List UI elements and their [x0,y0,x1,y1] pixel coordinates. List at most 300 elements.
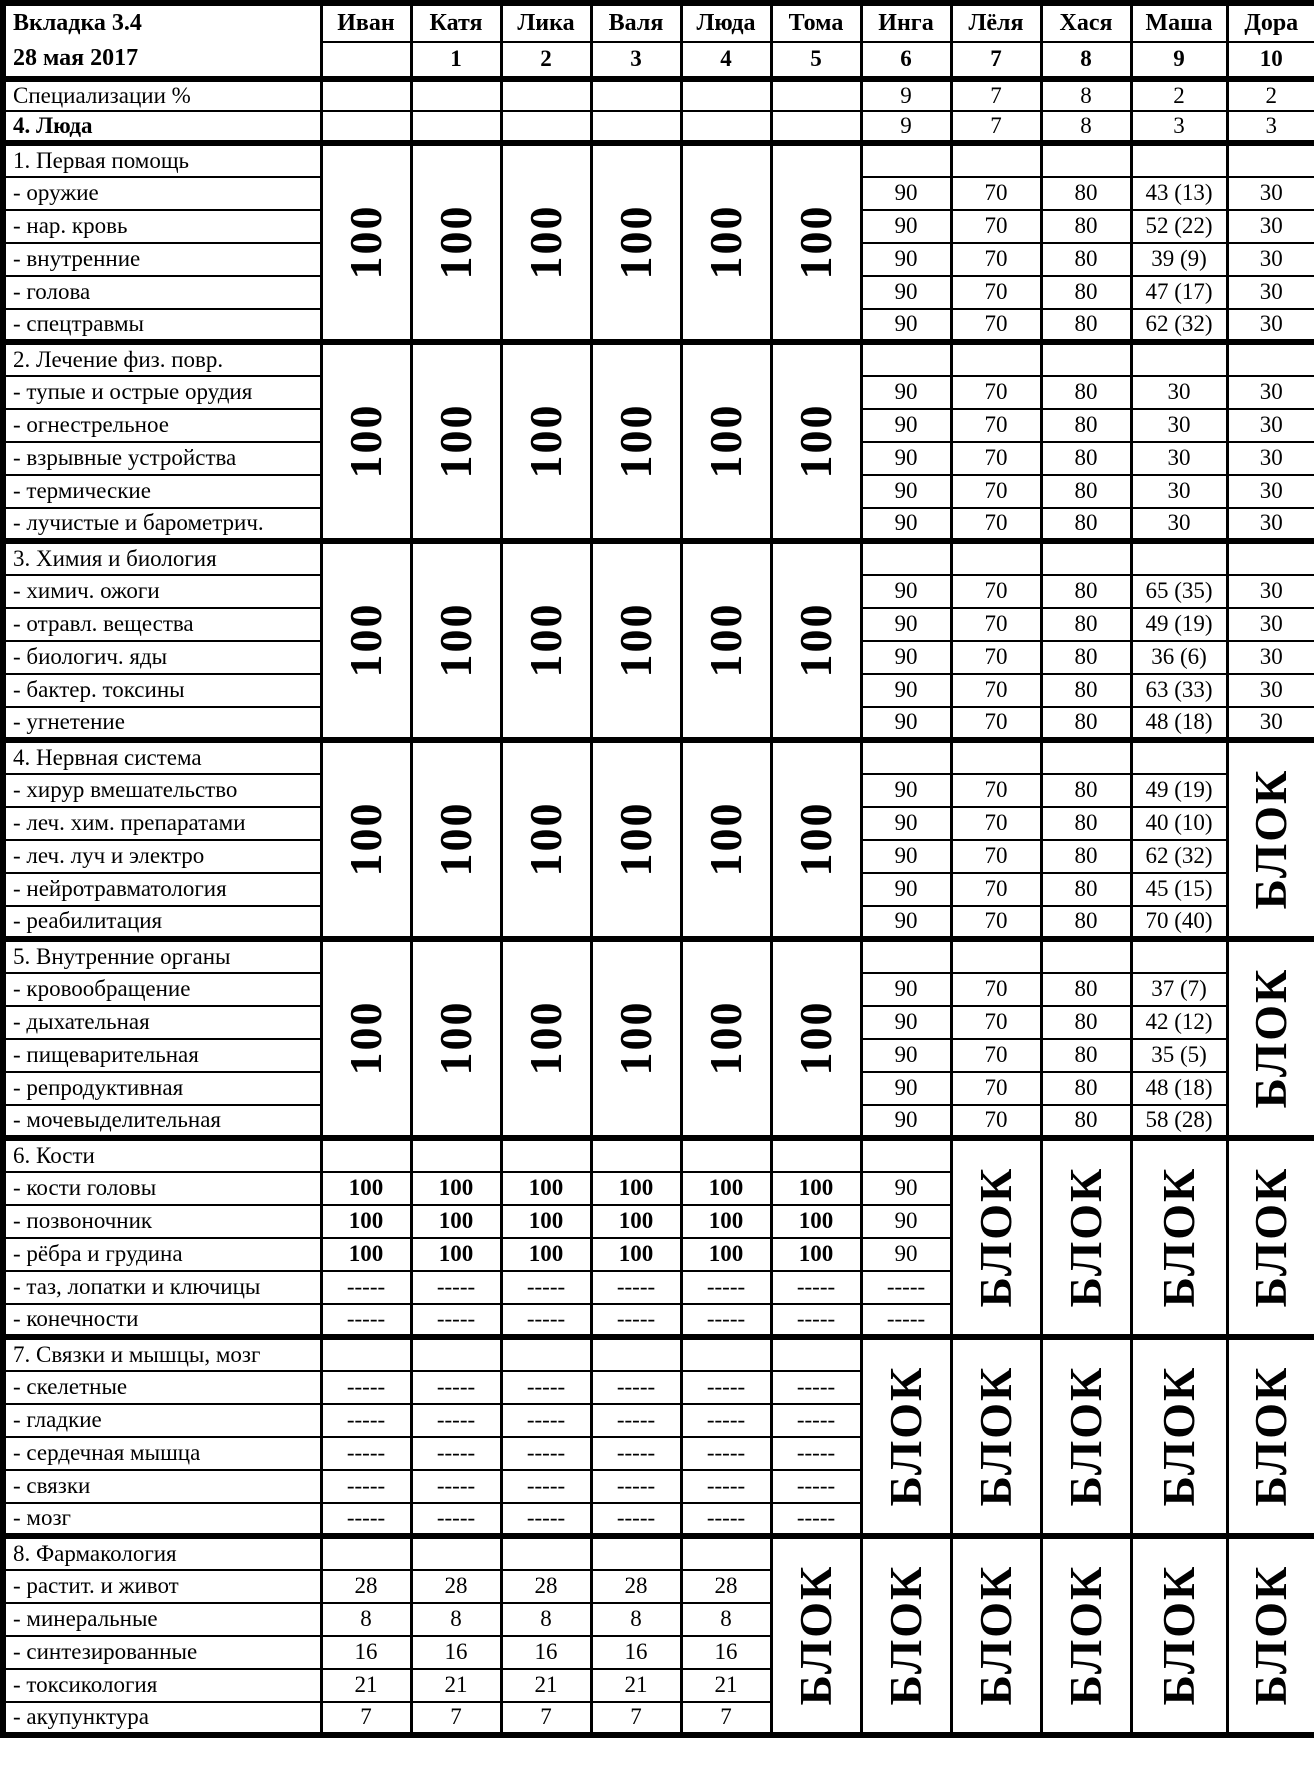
value-cell: ----- [771,1470,861,1503]
blocked-cell [1227,1138,1314,1337]
value-cell: 30 [1131,376,1227,409]
full-skill-cell [411,939,501,1138]
empty-cell [681,1337,771,1371]
column-header-7: Инга [861,3,951,42]
row-label: - растит. и живот [3,1570,321,1603]
blocked-cell [861,1536,951,1735]
value-cell: 100 [591,1205,681,1238]
top-row-2 [3,111,1314,143]
value-cell: 8 [591,1603,681,1636]
blocked-cell [1041,1337,1131,1536]
value-cell: 30 [1227,177,1314,210]
column-number-10: 9 [1131,42,1227,78]
value-cell: 30 [1227,508,1314,541]
full-100-vertical-text: 100 [790,602,841,678]
empty-cell [1041,143,1131,177]
row-label: - кости головы [3,1172,321,1205]
value-cell: ----- [591,1404,681,1437]
empty-cell [861,143,951,177]
value-cell: 100 [771,1205,861,1238]
full-100-vertical-text: 100 [520,403,571,479]
value-cell: 8 [501,1603,591,1636]
value-cell: ----- [501,1404,591,1437]
value-cell: 70 [951,177,1041,210]
value-cell: 2 [1227,79,1314,111]
value-cell: 90 [861,1072,951,1105]
value-cell: 80 [1041,376,1131,409]
value-cell: ----- [681,1404,771,1437]
value-cell: ----- [321,1404,411,1437]
value-cell: 80 [1041,641,1131,674]
column-number-1 [321,42,411,78]
value-cell: 100 [321,1238,411,1271]
full-skill-cell [771,939,861,1138]
value-cell: 8 [321,1603,411,1636]
value-cell: 70 [951,575,1041,608]
row-label: - токсикология [3,1669,321,1702]
value-cell: ----- [321,1470,411,1503]
empty-cell [501,79,591,111]
value-cell: 30 [1227,575,1314,608]
empty-cell [411,1337,501,1371]
value-cell: 70 [951,1105,1041,1138]
empty-cell [321,111,411,143]
value-cell: 100 [501,1238,591,1271]
full-100-vertical-text: 100 [520,602,571,678]
empty-cell [411,1536,501,1570]
value-cell: ----- [771,1371,861,1404]
empty-cell [591,1536,681,1570]
empty-cell [411,1138,501,1172]
blocked-cell [951,1337,1041,1536]
blocked-cell [1041,1536,1131,1735]
value-cell: 49 (19) [1131,608,1227,641]
value-cell: 58 (28) [1131,1105,1227,1138]
value-cell: 28 [411,1570,501,1603]
header-row [3,3,1314,42]
value-cell: 90 [861,276,951,309]
value-cell: 80 [1041,442,1131,475]
value-cell: 30 [1227,608,1314,641]
column-header-2: Катя [411,3,501,42]
value-cell: ----- [411,1304,501,1337]
section-header-row [3,740,1314,774]
full-100-vertical-text: 100 [520,801,571,877]
row-label: - леч. луч и электро [3,840,321,873]
full-skill-cell [771,541,861,740]
block-marker-vertical-text: БЛОК [1245,1365,1297,1507]
full-skill-cell [681,939,771,1138]
row-label: - гладкие [3,1404,321,1437]
value-cell: 70 [951,1006,1041,1039]
full-100-vertical-text: 100 [790,403,841,479]
value-cell: 30 [1227,210,1314,243]
empty-cell [1131,342,1227,376]
full-100-vertical-text: 100 [700,602,751,678]
value-cell: 21 [501,1669,591,1702]
title-cell [3,3,321,79]
value-cell: 70 [951,210,1041,243]
row-label: - репродуктивная [3,1072,321,1105]
section-header-row [3,1536,1314,1570]
value-cell: 80 [1041,807,1131,840]
value-cell: 70 [951,309,1041,342]
row-label: - взрывные устройства [3,442,321,475]
blocked-cell [1227,1536,1314,1735]
full-skill-cell [771,740,861,939]
value-cell: 30 [1227,674,1314,707]
value-cell: 90 [861,376,951,409]
row-label: - голова [3,276,321,309]
value-cell: 100 [681,1205,771,1238]
value-cell: ----- [501,1371,591,1404]
value-cell: ----- [321,1271,411,1304]
value-cell: 65 (35) [1131,575,1227,608]
value-cell: 90 [861,177,951,210]
value-cell: 80 [1041,177,1131,210]
value-cell: 7 [951,79,1041,111]
full-skill-cell [591,342,681,541]
value-cell: 70 [951,442,1041,475]
value-cell: 70 [951,641,1041,674]
value-cell: 100 [681,1238,771,1271]
value-cell: 90 [861,774,951,807]
empty-cell [1041,541,1131,575]
empty-cell [951,541,1041,575]
full-skill-cell [771,342,861,541]
full-skill-cell [321,939,411,1138]
column-number-9: 8 [1041,42,1131,78]
row-label: - позвоночник [3,1205,321,1238]
value-cell: 63 (33) [1131,674,1227,707]
value-cell: 40 (10) [1131,807,1227,840]
full-100-vertical-text: 100 [790,801,841,877]
value-cell: 80 [1041,309,1131,342]
empty-cell [1041,939,1131,973]
empty-cell [411,79,501,111]
value-cell: 30 [1131,442,1227,475]
block-marker-vertical-text: БЛОК [970,1365,1021,1507]
value-cell: 28 [321,1570,411,1603]
full-skill-cell [681,342,771,541]
value-cell: 90 [861,1238,951,1271]
row-label: - отравл. вещества [3,608,321,641]
empty-cell [951,939,1041,973]
value-cell: 30 [1227,707,1314,740]
value-cell: 21 [411,1669,501,1702]
value-cell: ----- [321,1503,411,1536]
row-label: - оружие [3,177,321,210]
empty-cell [321,1337,411,1371]
full-100-vertical-text: 100 [700,204,751,280]
full-100-vertical-text: 100 [430,403,481,479]
column-number-5: 4 [681,42,771,78]
value-cell: 70 [951,674,1041,707]
row-label: 4. Люда [3,111,321,143]
value-cell: 62 (32) [1131,840,1227,873]
value-cell: 90 [861,1172,951,1205]
value-cell: ----- [681,1470,771,1503]
value-cell: 70 [951,840,1041,873]
block-marker-vertical-text: БЛОК [1153,1166,1204,1308]
full-100-vertical-text: 100 [700,403,751,479]
section-title: 4. Нервная система [3,740,321,774]
value-cell: ----- [861,1271,951,1304]
full-100-vertical-text: 100 [520,204,571,280]
value-cell: ----- [501,1437,591,1470]
value-cell: 80 [1041,608,1131,641]
value-cell: 70 [951,707,1041,740]
empty-cell [501,1536,591,1570]
value-cell: ----- [771,1304,861,1337]
empty-cell [1131,143,1227,177]
full-skill-cell [501,541,591,740]
value-cell: 80 [1041,840,1131,873]
section-title: 6. Кости [3,1138,321,1172]
value-cell: 7 [501,1702,591,1735]
row-label: - пищеварительная [3,1039,321,1072]
value-cell: 21 [681,1669,771,1702]
value-cell: ----- [501,1271,591,1304]
value-cell: ----- [411,1437,501,1470]
value-cell: 80 [1041,1006,1131,1039]
value-cell: 90 [861,608,951,641]
row-label: - термические [3,475,321,508]
column-header-5: Люда [681,3,771,42]
value-cell: ----- [591,1371,681,1404]
value-cell: 7 [681,1702,771,1735]
value-cell: 100 [411,1205,501,1238]
value-cell: 70 [951,873,1041,906]
block-marker-vertical-text: БЛОК [880,1564,931,1706]
block-marker-vertical-text: БЛОК [790,1564,841,1706]
full-100-vertical-text: 100 [790,1000,841,1076]
value-cell: 48 (18) [1131,707,1227,740]
value-cell: 42 (12) [1131,1006,1227,1039]
full-skill-cell [501,342,591,541]
block-marker-vertical-text: БЛОК [1153,1365,1204,1507]
full-100-vertical-text: 100 [430,801,481,877]
value-cell: 80 [1041,276,1131,309]
value-cell: 47 (17) [1131,276,1227,309]
value-cell: 52 (22) [1131,210,1227,243]
full-100-vertical-text: 100 [340,204,391,280]
section-title: 8. Фармакология [3,1536,321,1570]
value-cell: 30 [1131,475,1227,508]
blocked-cell [951,1536,1041,1735]
row-label: - тупые и острые орудия [3,376,321,409]
value-cell: 80 [1041,873,1131,906]
full-skill-cell [681,143,771,342]
empty-cell [321,1536,411,1570]
value-cell: 30 [1227,475,1314,508]
value-cell: 39 (9) [1131,243,1227,276]
column-header-3: Лика [501,3,591,42]
value-cell: ----- [591,1304,681,1337]
block-marker-vertical-text: БЛОК [1060,1564,1111,1706]
row-label: - леч. хим. препаратами [3,807,321,840]
value-cell: ----- [591,1470,681,1503]
row-label: - реабилитация [3,906,321,939]
empty-cell [951,740,1041,774]
value-cell: 70 [951,1039,1041,1072]
column-header-11: Дора [1227,3,1314,42]
empty-cell [1131,541,1227,575]
full-100-vertical-text: 100 [430,204,481,280]
value-cell: ----- [681,1371,771,1404]
value-cell: 90 [861,973,951,1006]
full-skill-cell [591,541,681,740]
full-skill-cell [591,143,681,342]
value-cell: 70 [951,807,1041,840]
value-cell: 80 [1041,774,1131,807]
empty-cell [321,79,411,111]
value-cell: 80 [1041,475,1131,508]
value-cell: 100 [681,1172,771,1205]
value-cell: 80 [1041,674,1131,707]
value-cell: 3 [1227,111,1314,143]
value-cell: 90 [861,409,951,442]
value-cell: 70 [951,276,1041,309]
value-cell: 16 [411,1636,501,1669]
value-cell: 80 [1041,707,1131,740]
value-cell: 16 [321,1636,411,1669]
blocked-cell [1227,939,1314,1138]
value-cell: ----- [681,1304,771,1337]
block-marker-vertical-text: БЛОК [1245,1166,1297,1308]
block-marker-vertical-text: БЛОК [1245,1564,1297,1706]
value-cell: 8 [1041,79,1131,111]
column-header-4: Валя [591,3,681,42]
full-skill-cell [411,541,501,740]
page-date: 28 мая 2017 [13,44,139,71]
value-cell: 90 [861,873,951,906]
full-skill-cell [681,740,771,939]
value-cell: 80 [1041,243,1131,276]
top-row-1 [3,79,1314,111]
value-cell: 43 (13) [1131,177,1227,210]
full-100-vertical-text: 100 [340,801,391,877]
value-cell: 100 [591,1238,681,1271]
row-label: - кровообращение [3,973,321,1006]
value-cell: 30 [1227,641,1314,674]
section-title: 1. Первая помощь [3,143,321,177]
value-cell: 8 [1041,111,1131,143]
full-100-vertical-text: 100 [430,1000,481,1076]
value-cell: 70 [951,508,1041,541]
empty-cell [1227,541,1314,575]
column-number-11: 10 [1227,42,1314,78]
value-cell: 80 [1041,906,1131,939]
row-label: - конечности [3,1304,321,1337]
section-header-row [3,541,1314,575]
page-title: Вкладка 3.4 [13,10,142,36]
value-cell: ----- [321,1304,411,1337]
row-label: - огнестрельное [3,409,321,442]
value-cell: 70 [951,608,1041,641]
value-cell: ----- [681,1271,771,1304]
full-skill-cell [321,541,411,740]
empty-cell [591,1138,681,1172]
value-cell: 37 (7) [1131,973,1227,1006]
value-cell: 90 [861,508,951,541]
empty-cell [951,143,1041,177]
value-cell: ----- [501,1470,591,1503]
column-number-8: 7 [951,42,1041,78]
section-title: 3. Химия и биология [3,541,321,575]
column-header-6: Тома [771,3,861,42]
value-cell: 30 [1131,508,1227,541]
blocked-cell [1227,1337,1314,1536]
empty-cell [501,1337,591,1371]
value-cell: 7 [411,1702,501,1735]
value-cell: ----- [771,1404,861,1437]
value-cell: ----- [411,1271,501,1304]
row-label: - нейротравматология [3,873,321,906]
row-label: - связки [3,1470,321,1503]
value-cell: 100 [501,1205,591,1238]
blocked-cell [771,1536,861,1735]
value-cell: 28 [591,1570,681,1603]
full-100-vertical-text: 100 [340,1000,391,1076]
value-cell: 70 [951,376,1041,409]
row-label: - спецтравмы [3,309,321,342]
value-cell: 30 [1227,409,1314,442]
value-cell: 80 [1041,409,1131,442]
empty-cell [951,342,1041,376]
block-marker-vertical-text: БЛОК [1060,1365,1111,1507]
value-cell: 9 [861,79,951,111]
row-label: - минеральные [3,1603,321,1636]
full-skill-cell [321,740,411,939]
column-number-4: 3 [591,42,681,78]
value-cell: 100 [411,1238,501,1271]
full-skill-cell [681,541,771,740]
section-header-row [3,1138,1314,1172]
empty-cell [681,79,771,111]
empty-cell [501,1138,591,1172]
full-skill-cell [591,939,681,1138]
value-cell: 80 [1041,973,1131,1006]
empty-cell [321,1138,411,1172]
empty-cell [771,1138,861,1172]
blocked-cell [1131,1337,1227,1536]
full-100-vertical-text: 100 [340,403,391,479]
empty-cell [681,1536,771,1570]
row-label: - дыхательная [3,1006,321,1039]
value-cell: 90 [861,475,951,508]
empty-cell [681,1138,771,1172]
value-cell: 80 [1041,210,1131,243]
value-cell: 80 [1041,508,1131,541]
full-100-vertical-text: 100 [340,602,391,678]
value-cell: 21 [321,1669,411,1702]
full-skill-cell [411,342,501,541]
column-number-2: 1 [411,42,501,78]
value-cell: ----- [591,1437,681,1470]
value-cell: 80 [1041,1105,1131,1138]
full-skill-cell [321,342,411,541]
empty-cell [591,1337,681,1371]
column-number-3: 2 [501,42,591,78]
value-cell: 90 [861,674,951,707]
row-label: - хирур вмешательство [3,774,321,807]
value-cell: 30 [1227,309,1314,342]
row-label: - химич. ожоги [3,575,321,608]
value-cell: ----- [501,1304,591,1337]
full-100-vertical-text: 100 [610,204,661,280]
blocked-cell [1227,740,1314,939]
